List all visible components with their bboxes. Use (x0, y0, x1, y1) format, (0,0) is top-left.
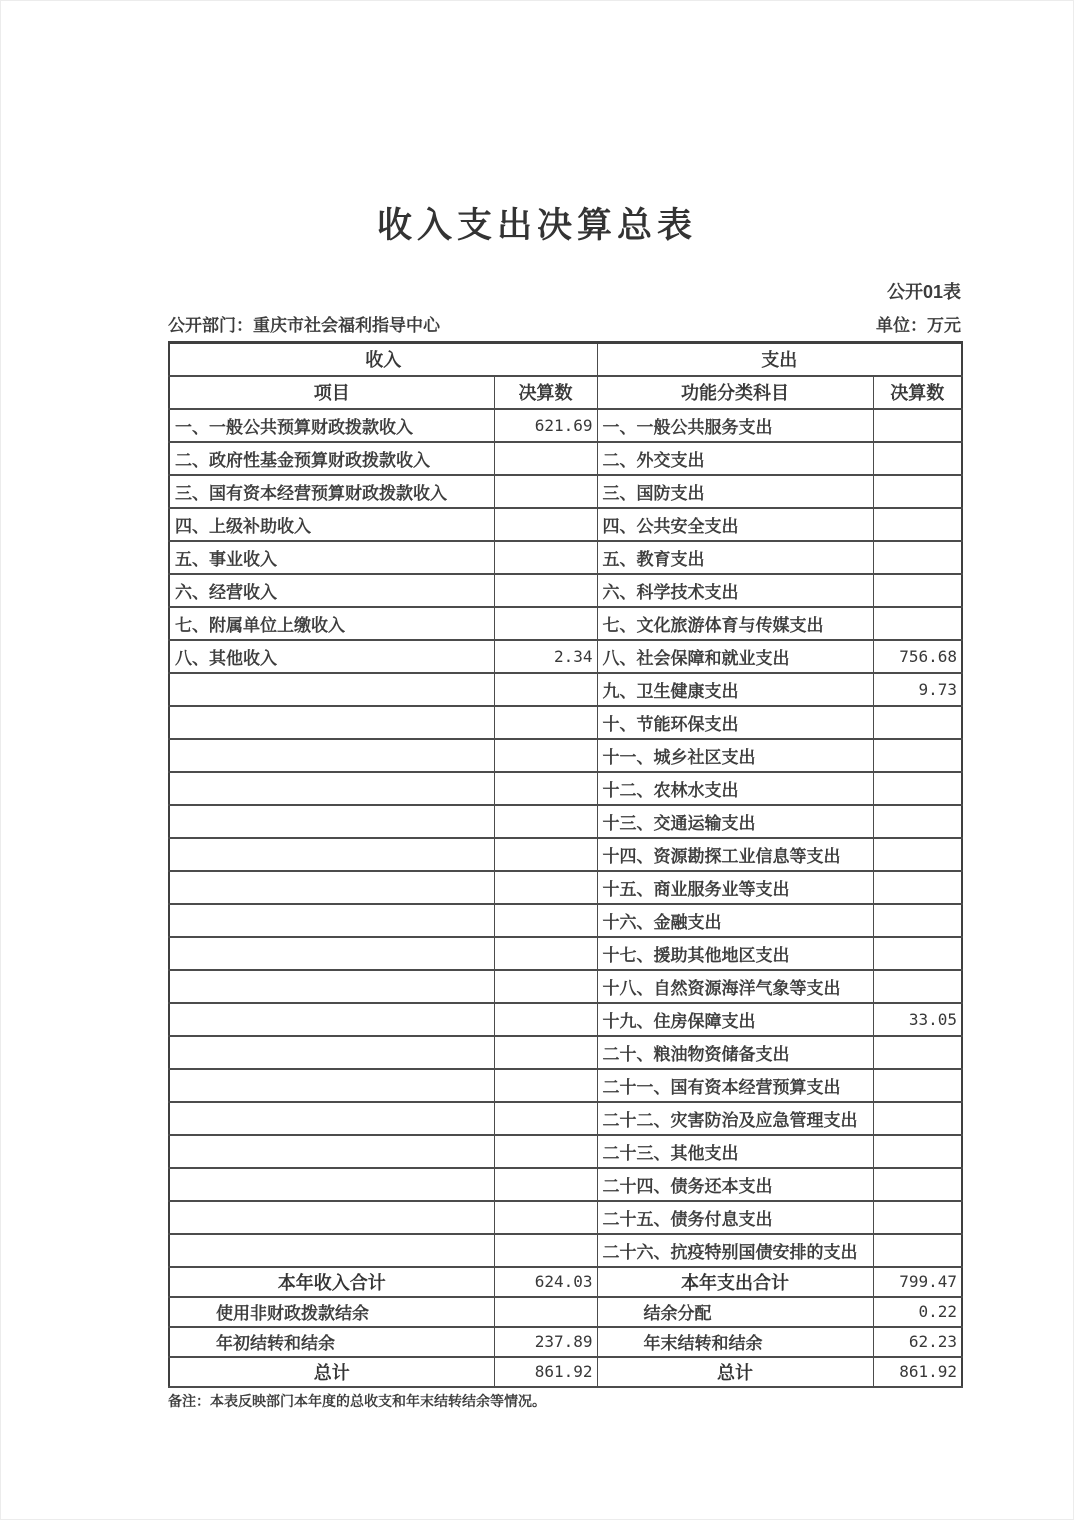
expenditure-item-cell: 二十一、国有资本经营预算支出 (597, 1069, 873, 1102)
page-title: 收入支出决算总表 (376, 206, 697, 245)
table-row (169, 970, 962, 1003)
table-row (169, 871, 962, 904)
table-row (169, 673, 962, 706)
table-row (169, 838, 962, 871)
income-item-cell: 年初结转和结余 (169, 1327, 494, 1357)
income-item-cell (169, 937, 494, 970)
expenditure-item-cell: 十一、城乡社区支出 (597, 739, 873, 772)
table-header (169, 343, 962, 409)
expenditure-value-cell (873, 541, 962, 574)
income-value-cell (494, 1234, 597, 1267)
table-row (169, 1003, 962, 1036)
income-value-cell (494, 904, 597, 937)
income-value-cell: 2.34 (494, 640, 597, 673)
income-value-cell (494, 442, 597, 475)
income-item-cell (169, 772, 494, 805)
expenditure-item-cell: 九、卫生健康支出 (597, 673, 873, 706)
expenditure-item-cell: 五、教育支出 (597, 541, 873, 574)
table-row (169, 805, 962, 838)
expenditure-value-cell (873, 508, 962, 541)
expenditure-item-cell: 二十二、灾害防治及应急管理支出 (597, 1102, 873, 1135)
income-value-cell (494, 475, 597, 508)
expenditure-value-cell (873, 1135, 962, 1168)
expenditure-item-cell: 二十三、其他支出 (597, 1135, 873, 1168)
expenditure-item-cell: 结余分配 (597, 1297, 873, 1327)
expenditure-item-cell: 二、外交支出 (597, 442, 873, 475)
expenditure-value-cell (873, 475, 962, 508)
section-header-row (169, 343, 962, 376)
expenditure-item-cell: 二十、粮油物资储备支出 (597, 1036, 873, 1069)
income-value-cell (494, 739, 597, 772)
table-body (169, 409, 962, 1387)
expenditure-item-cell: 八、社会保障和就业支出 (597, 640, 873, 673)
expenditure-item-cell: 二十四、债务还本支出 (597, 1168, 873, 1201)
income-item-cell (169, 1168, 494, 1201)
income-value-cell (494, 1135, 597, 1168)
expenditure-value-cell (873, 1102, 962, 1135)
income-value-cell (494, 937, 597, 970)
income-value-cell (494, 1036, 597, 1069)
table-row (169, 1234, 962, 1267)
table-row (169, 1357, 962, 1387)
income-item-cell: 二、政府性基金预算财政拨款收入 (169, 442, 494, 475)
income-value-cell (494, 772, 597, 805)
expenditure-value-cell (873, 937, 962, 970)
income-value-cell (494, 508, 597, 541)
expenditure-value-cell: 756.68 (873, 640, 962, 673)
expenditure-value-cell (873, 970, 962, 1003)
table-row (169, 541, 962, 574)
income-item-cell (169, 706, 494, 739)
table-row (169, 739, 962, 772)
table-row (169, 607, 962, 640)
table-row (169, 706, 962, 739)
income-value-cell (494, 1003, 597, 1036)
expenditure-value-cell (873, 739, 962, 772)
table-row (169, 640, 962, 673)
expenditure-value-cell (873, 1036, 962, 1069)
form-number-label: 公开01表 (886, 282, 961, 302)
income-item-cell: 六、经营收入 (169, 574, 494, 607)
expenditure-value-cell (873, 904, 962, 937)
income-item-cell: 三、国有资本经营预算财政拨款收入 (169, 475, 494, 508)
expenditure-item-cell: 十、节能环保支出 (597, 706, 873, 739)
footnote: 备注：本表反映部门本年度的总收支和年末结转结余等情况。 (168, 1393, 546, 1409)
income-value-cell: 861.92 (494, 1357, 597, 1387)
expenditure-item-cell: 年末结转和结余 (597, 1327, 873, 1357)
income-value-cell (494, 1168, 597, 1201)
table-row (169, 937, 962, 970)
income-item-cell (169, 1102, 494, 1135)
table-row (169, 508, 962, 541)
income-value-cell (494, 970, 597, 1003)
income-item-cell: 使用非财政拨款结余 (169, 1297, 494, 1327)
table-row (169, 1036, 962, 1069)
table-row (169, 1267, 962, 1297)
expenditure-value-cell: 0.22 (873, 1297, 962, 1327)
expenditure-item-cell: 十三、交通运输支出 (597, 805, 873, 838)
expenditure-item-cell: 三、国防支出 (597, 475, 873, 508)
income-item-cell (169, 1201, 494, 1234)
income-section-header: 收入 (169, 343, 597, 376)
income-item-cell (169, 673, 494, 706)
expenditure-value-cell: 62.23 (873, 1327, 962, 1357)
expenditure-value-cell (873, 1201, 962, 1234)
table-row (169, 574, 962, 607)
expenditure-value-cell (873, 871, 962, 904)
expenditure-item-cell: 十四、资源勘探工业信息等支出 (597, 838, 873, 871)
table-row (169, 1069, 962, 1102)
income-item-cell (169, 970, 494, 1003)
income-item-cell: 四、上级补助收入 (169, 508, 494, 541)
income-item-cell (169, 1069, 494, 1102)
expenditure-value-cell: 861.92 (873, 1357, 962, 1387)
income-value-cell: 621.69 (494, 409, 597, 442)
income-item-cell (169, 871, 494, 904)
income-item-cell (169, 739, 494, 772)
income-value-cell: 624.03 (494, 1267, 597, 1297)
expenditure-value-cell (873, 574, 962, 607)
expenditure-item-cell: 十六、金融支出 (597, 904, 873, 937)
expenditure-item-cell: 十九、住房保障支出 (597, 1003, 873, 1036)
table-row (169, 772, 962, 805)
expenditure-value-cell (873, 1069, 962, 1102)
table-row (169, 1327, 962, 1357)
income-item-cell (169, 904, 494, 937)
department-label: 公开部门：重庆市社会福利指导中心 (168, 316, 440, 335)
table-row (169, 1102, 962, 1135)
income-value-cell (494, 607, 597, 640)
expenditure-item-cell: 十五、商业服务业等支出 (597, 871, 873, 904)
income-value-cell (494, 706, 597, 739)
table-row (169, 1135, 962, 1168)
expenditure-value-cell (873, 706, 962, 739)
income-item-cell (169, 1135, 494, 1168)
income-value-cell (494, 1102, 597, 1135)
income-item-cell (169, 1234, 494, 1267)
income-value-cell (494, 1297, 597, 1327)
income-item-cell (169, 1036, 494, 1069)
income-value-cell (494, 1069, 597, 1102)
expenditure-value-cell (873, 607, 962, 640)
expenditure-value-cell (873, 1168, 962, 1201)
table-row (169, 1297, 962, 1327)
income-item-cell (169, 838, 494, 871)
income-value-cell (494, 541, 597, 574)
expenditure-item-cell: 十二、农林水支出 (597, 772, 873, 805)
table-row (169, 409, 962, 442)
expenditure-value-cell (873, 1234, 962, 1267)
income-value-cell (494, 1201, 597, 1234)
expenditure-item-cell: 四、公共安全支出 (597, 508, 873, 541)
col-header-income-value: 决算数 (494, 376, 597, 409)
income-value-cell (494, 673, 597, 706)
expenditure-item-cell: 总计 (597, 1357, 873, 1387)
expenditure-value-cell (873, 409, 962, 442)
table-row (169, 1168, 962, 1201)
income-item-cell: 本年收入合计 (169, 1267, 494, 1297)
income-item-cell (169, 805, 494, 838)
expenditure-value-cell (873, 805, 962, 838)
income-item-cell: 八、其他收入 (169, 640, 494, 673)
expenditure-value-cell (873, 772, 962, 805)
income-value-cell (494, 871, 597, 904)
budget-table (168, 341, 963, 1388)
expenditure-item-cell: 二十六、抗疫特别国债安排的支出 (597, 1234, 873, 1267)
col-header-income-item: 项目 (169, 376, 494, 409)
expenditure-item-cell: 六、科学技术支出 (597, 574, 873, 607)
expenditure-item-cell: 十七、援助其他地区支出 (597, 937, 873, 970)
income-value-cell (494, 805, 597, 838)
meta-row (168, 311, 961, 336)
table-row (169, 475, 962, 508)
income-item-cell: 七、附属单位上缴收入 (169, 607, 494, 640)
col-header-expenditure-value: 决算数 (873, 376, 962, 409)
expenditure-item-cell: 一、一般公共服务支出 (597, 409, 873, 442)
income-value-cell (494, 574, 597, 607)
expenditure-item-cell: 本年支出合计 (597, 1267, 873, 1297)
expenditure-value-cell: 33.05 (873, 1003, 962, 1036)
expenditure-section-header: 支出 (597, 343, 962, 376)
expenditure-item-cell: 二十五、债务付息支出 (597, 1201, 873, 1234)
expenditure-value-cell: 799.47 (873, 1267, 962, 1297)
column-header-row (169, 376, 962, 409)
income-item-cell (169, 1003, 494, 1036)
expenditure-value-cell: 9.73 (873, 673, 962, 706)
table-row (169, 442, 962, 475)
income-value-cell (494, 838, 597, 871)
table-row (169, 1201, 962, 1234)
unit-label: 单位：万元 (876, 316, 961, 335)
income-item-cell: 一、一般公共预算财政拨款收入 (169, 409, 494, 442)
income-item-cell: 五、事业收入 (169, 541, 494, 574)
table-row (169, 904, 962, 937)
income-value-cell: 237.89 (494, 1327, 597, 1357)
expenditure-value-cell (873, 442, 962, 475)
income-item-cell: 总计 (169, 1357, 494, 1387)
col-header-expenditure-item: 功能分类科目 (597, 376, 873, 409)
expenditure-item-cell: 十八、自然资源海洋气象等支出 (597, 970, 873, 1003)
expenditure-item-cell: 七、文化旅游体育与传媒支出 (597, 607, 873, 640)
expenditure-value-cell (873, 838, 962, 871)
